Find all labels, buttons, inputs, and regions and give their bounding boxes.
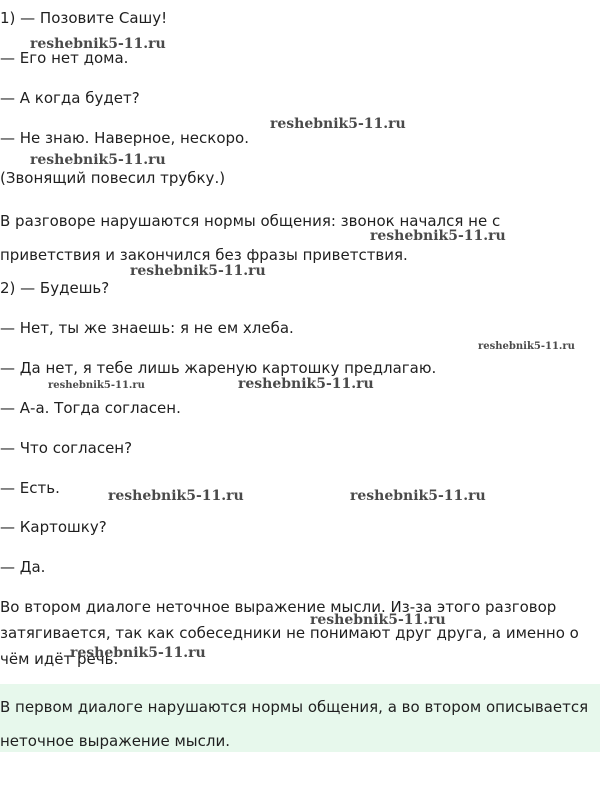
watermark: reshebnik5-11.ru <box>238 376 374 392</box>
dialogue2-line4: — А-а. Тогда согласен. <box>0 399 181 417</box>
watermark: reshebnik5-11.ru <box>370 228 506 244</box>
dialogue2-line1: 2) — Будешь? <box>0 279 110 297</box>
watermark: reshebnik5-11.ru <box>48 380 145 391</box>
watermark: reshebnik5-11.ru <box>108 488 244 504</box>
dialogue1-line2: — Его нет дома. <box>0 49 129 67</box>
dialogue1-line3: — А когда будет? <box>0 89 140 107</box>
analysis-paragraph-2: Во втором диалоге неточное выражение мысли. Из-за этого разговор затягивается, так как собеседники не понимают друг друга, а именно о чём идёт речь. <box>0 598 579 668</box>
watermark: reshebnik5-11.ru <box>350 488 486 504</box>
watermark: reshebnik5-11.ru <box>478 341 575 352</box>
dialogue2-line2: — Нет, ты же знаешь: я не ем хлеба. <box>0 319 294 337</box>
dialogue1-line5: (Звонящий повесил трубку.) <box>0 169 226 187</box>
answer-text: В первом диалоге нарушаются нормы общения, а во втором описывается неточное выражение мысли. <box>0 698 589 750</box>
dialogue2-line5: — Что согласен? <box>0 439 133 457</box>
watermark: reshebnik5-11.ru <box>30 152 166 168</box>
watermark: reshebnik5-11.ru <box>270 116 406 132</box>
watermark: reshebnik5-11.ru <box>70 645 206 661</box>
analysis-paragraph-1: В разговоре нарушаются нормы общения: звонок начался не с приветствия и закончился без фразы приветствия. <box>0 212 501 264</box>
dialogue2-line8: — Да. <box>0 558 46 576</box>
dialogue1-line4: — Не знаю. Наверное, нескоро. <box>0 129 249 147</box>
dialogue2-line3: — Да нет, я тебе лишь жареную картошку предлагаю. <box>0 359 437 377</box>
watermark: reshebnik5-11.ru <box>130 263 266 279</box>
dialogue2-line7: — Картошку? <box>0 518 107 536</box>
watermark: reshebnik5-11.ru <box>30 36 166 52</box>
dialogue2-line6: — Есть. <box>0 479 60 497</box>
watermark: reshebnik5-11.ru <box>310 612 446 628</box>
dialogue1-line1: 1) — Позовите Сашу! <box>0 9 168 27</box>
